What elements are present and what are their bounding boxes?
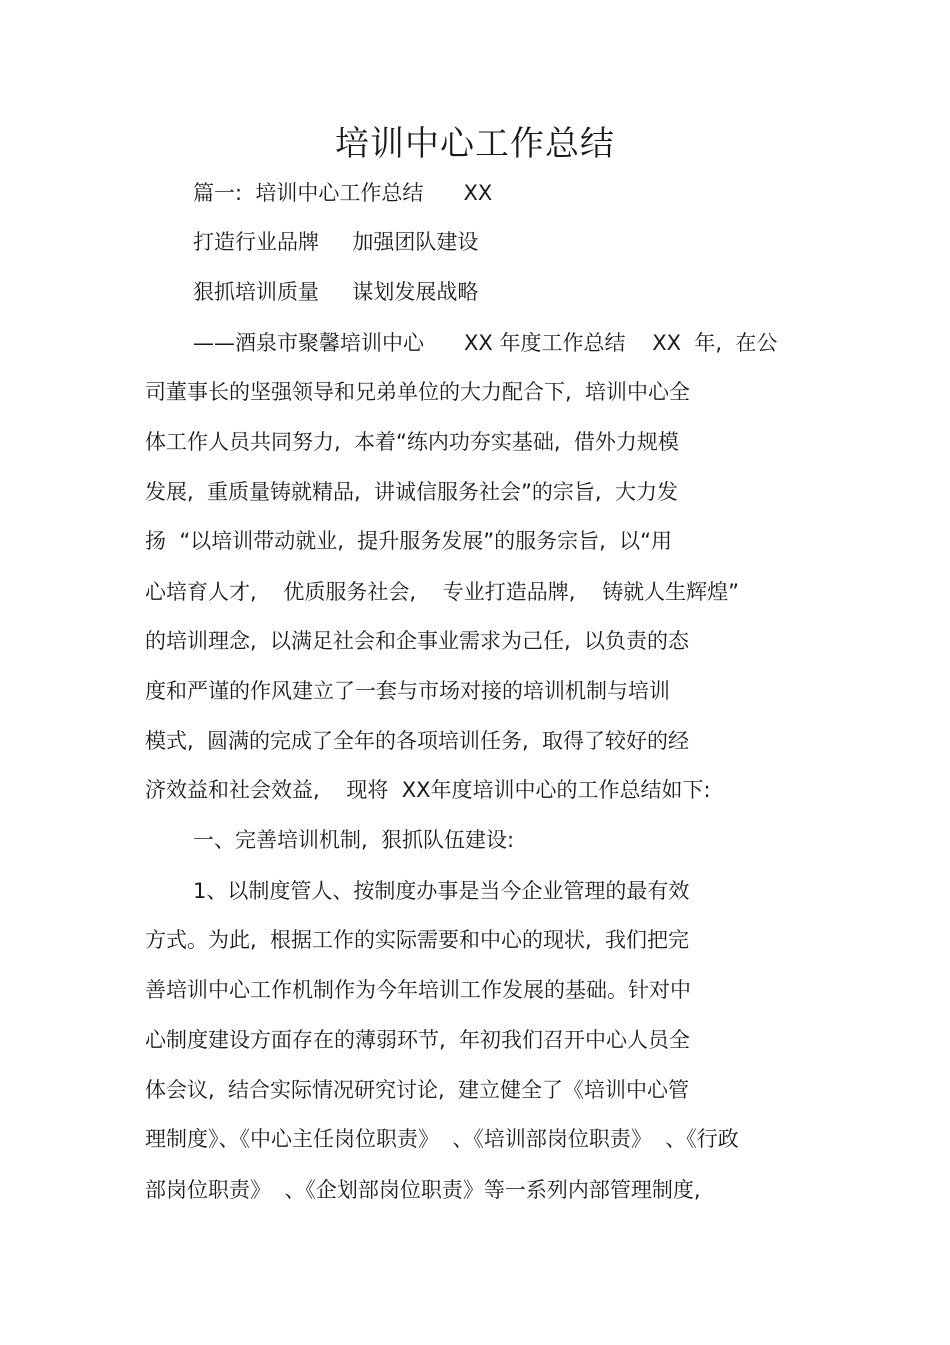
text-line: 模式, 圆满的完成了全年的各项培训任务, 取得了较好的经 <box>145 729 690 753</box>
text-line: 体工作人员共同努力, 本着“练内功夯实基础, 借外力规模 <box>145 430 679 454</box>
text-line: 心培育人才, 优质服务社会, 专业打造品牌, 铸就人生辉煌” <box>145 580 740 604</box>
text-line: 济效益和社会效益, 现将 XX年度培训中心的工作总结如下: <box>145 778 711 802</box>
text-line: 篇一: 培训中心工作总结 XX <box>193 181 493 205</box>
text-line: 司董事长的坚强领导和兄弟单位的大力配合下, 培训中心全 <box>145 380 691 404</box>
text-line: 方式。为此, 根据工作的实际需要和中心的现状, 我们把完 <box>145 928 690 952</box>
text-line: ——酒泉市聚馨培训中心 XX 年度工作总结 XX 年, 在公 <box>193 331 778 355</box>
text-line: 部岗位职责》 、《企划部岗位职责》等一系列内部管理制度, <box>145 1178 701 1202</box>
text-line: 体会议, 结合实际情况研究讨论, 建立健全了《培训中心管 <box>145 1078 690 1102</box>
text-line: 扬 “以培训带动就业, 提升服务发展”的服务宗旨, 以“用 <box>145 529 673 553</box>
section-heading: 一、完善培训机制, 狠抓队伍建设: <box>193 828 515 852</box>
page-title: 培训中心工作总结 <box>335 124 615 164</box>
text-line: 发展, 重质量铸就精品, 讲诚信服务社会”的宗旨, 大力发 <box>145 480 678 504</box>
text-line: 理制度》、《中心主任岗位职责》 、《培训部岗位职责》 、《行政 <box>145 1127 739 1151</box>
text-line: 度和严谨的作风建立了一套与市场对接的培训机制与培训 <box>145 679 670 703</box>
text-line: 善培训中心工作机制作为今年培训工作发展的基础。针对中 <box>145 978 691 1002</box>
text-line: 心制度建设方面存在的薄弱环节, 年初我们召开中心人员全 <box>145 1028 691 1052</box>
text-line: 打造行业品牌 加强团队建设 <box>193 230 479 254</box>
text-line: 的培训理念, 以满足社会和企事业需求为己任, 以负责的态 <box>145 629 690 653</box>
text-line: 1、以制度管人、按制度办事是当今企业管理的最有效 <box>193 879 690 903</box>
text-line: 狠抓培训质量 谋划发展战略 <box>193 280 479 304</box>
